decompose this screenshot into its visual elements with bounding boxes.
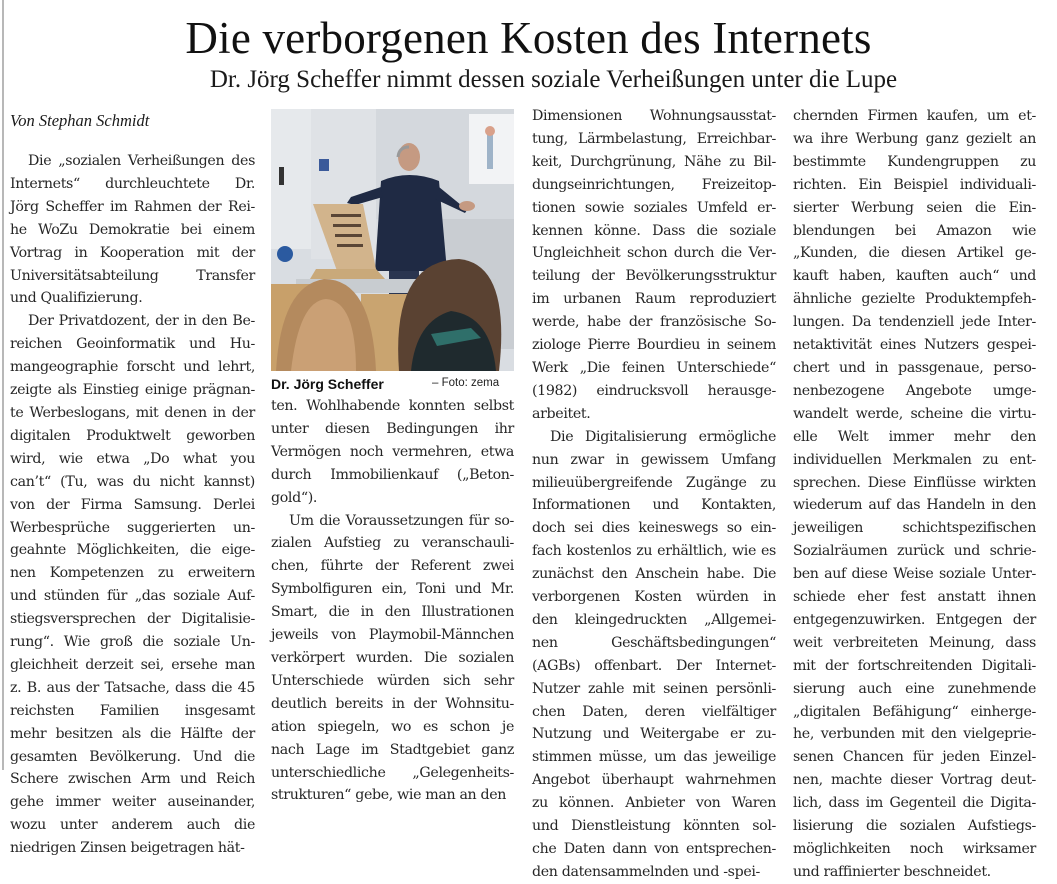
article-line: ziologe Pierre Bourdieu in seinem (532, 337, 776, 354)
article-line: geahnte Möglichkeiten, die eige- (10, 542, 255, 559)
article-line: werde, habe der französische So- (532, 314, 776, 331)
article-column-3 (532, 105, 776, 884)
article-line: Jörg Scheffer im Rahmen der Rei- (10, 198, 255, 215)
article-line: Werk „Die feinen Unterschiede“ (532, 359, 776, 376)
article-line: „digitalen Befähigung“ einherge- (793, 703, 1036, 720)
article-line: richten. Ein Beispiel individuali- (793, 176, 1036, 193)
article-line: reichen Geoinformatik und Hu- (10, 336, 255, 353)
article-line: fach kostenlos zu erhältlich, wie es (532, 543, 776, 560)
article-line: von der Firma Samsung. Derlei (10, 496, 255, 513)
article-line: ben auf diese Weise soziale Unter- (793, 566, 1036, 583)
article-line: chen Daten, deren vielfältiger (532, 703, 776, 720)
article-line: Ungleichheit schon durch die Ver- (532, 245, 776, 262)
article-line: Die Digitalisierung ermögliche (550, 428, 776, 445)
article-line: sierung auch eine zunehmende (793, 680, 1036, 697)
article-line: und Dienstleistung könnten sol- (532, 818, 776, 835)
article-line: arbeitet. (532, 405, 591, 422)
headline: Die verborgenen Kosten des Internets (185, 13, 872, 63)
article-column-2 (271, 395, 514, 807)
article-line: weit verbreiteten Meinung, dass (793, 634, 1036, 651)
article-line: stimmen müsse, um das jeweilige (532, 749, 776, 766)
article-line: verkörpert wurden. Die sozialen (271, 649, 514, 666)
article-line: wird, wie etwa „Do what you (10, 450, 255, 467)
article-line: can’t“ (Tu, was du nicht kannst) (10, 473, 255, 490)
article-line: schiede eher fest anstatt ihnen (793, 589, 1036, 606)
article-line: Smart, die in den Illustrationen (271, 604, 514, 621)
article-line: durch Immobilienkauf („Beton- (271, 466, 514, 483)
article-line: „Kunden, die diesen Artikel ge- (793, 245, 1036, 262)
article-line: zu können. Anbieter von Waren (532, 795, 776, 812)
article-line: Vortrag in Kooperation mit der (10, 244, 255, 261)
article-line: wozu unter anderem auch die (10, 817, 255, 834)
article-line: (AGBs) offenbart. Der Internet- (532, 657, 776, 674)
article-line: Dimensionen Wohnungsausstat- (532, 108, 776, 124)
article-line: keit, Durchgrünung, Nähe zu Bil- (532, 153, 776, 170)
article-line: he WoZu Demokratie bei einem (10, 221, 255, 238)
article-line: doch sei dies keineswegs so ein- (532, 520, 776, 537)
article-line: sierter Werbung seien die Ein- (793, 199, 1036, 216)
article-line: zunächst den Anschein habe. Die (532, 566, 776, 583)
article-line: Symbolfiguren ein, Toni und Mr. (271, 581, 514, 598)
lecture-photo-illustration (271, 109, 514, 371)
article-line: nen, machte dieser Vortrag deut- (793, 772, 1036, 789)
article-line: unterschiedliche „Gelegenheits- (271, 764, 514, 781)
article-line: che Daten dann von entsprechen- (532, 841, 776, 857)
article-photo (271, 109, 514, 371)
article-line: chen, führte der Referent zwei (271, 558, 514, 575)
article-line: kennen könne. Dass die soziale (532, 222, 776, 239)
article-line: mangeographie forscht und lehrt, (10, 359, 255, 376)
article-line: zialen Aufstieg zu veranschauli- (271, 535, 514, 552)
article-line: und stünden für „das soziale Auf- (10, 588, 255, 605)
article-line: und Qualifizierung. (10, 290, 143, 307)
article-paragraph (532, 426, 776, 884)
article-paragraph (271, 395, 514, 510)
article-line: Sozialräumen zurück und schrie- (793, 543, 1036, 560)
article-paragraph (10, 310, 255, 860)
article-line: digitalen Produktwelt geworben (10, 427, 255, 444)
article-line: den kleingedruckten „Allgemei- (532, 611, 776, 628)
byline: Von Stephan Schmidt (10, 111, 150, 130)
photo-caption-name: Dr. Jörg Scheffer (271, 376, 384, 392)
article-paragraph (10, 150, 255, 310)
article-column-1 (10, 150, 255, 860)
article-line: kauft haben, kauften auch“ und (793, 268, 1036, 285)
article-line: jeweiligen schichtspezifischen (793, 520, 1036, 537)
article-line: mehr besitzen als die Hälfte der (10, 725, 255, 742)
article-line: entgegenzuwirken. Entgegen der (793, 611, 1036, 628)
article-line: Die „sozialen Verheißungen des (28, 153, 255, 169)
article-line: wiederum auf das Handeln in den (793, 497, 1036, 514)
page-edge-rule (2, 0, 4, 770)
article-line: z. B. aus der Tatsache, dass die 45 (10, 679, 255, 696)
article-line: Angebot überhaupt wahrnehmen (532, 772, 776, 789)
article-column-4 (793, 105, 1036, 884)
article-line: Nutzer zahle mit seinen persönli- (532, 680, 776, 697)
article-line: nach Lage im Stadtgebiet ganz (271, 741, 514, 758)
article-line: möglichkeiten noch wirksamer (793, 841, 1036, 857)
article-line: ten. Wohlhabende konnten selbst (271, 398, 514, 414)
article-line: Um die Voraussetzungen für so- (289, 512, 514, 529)
article-line: lich, dass im Gegenteil die Digita- (793, 795, 1036, 812)
article-line: Der Privatdozent, der in den Be- (28, 313, 255, 330)
article-line: wandelt werde, scheine die virtu- (793, 405, 1036, 422)
article-line: individuellen Merkmalen zu ent- (793, 451, 1036, 468)
article-line: nun zwar in gewissem Umfang (532, 451, 776, 468)
article-line: stiegsversprechen der Digitalisie- (10, 611, 255, 628)
article-line: chert und in passgenaue, perso- (793, 359, 1036, 376)
article-paragraph (532, 105, 776, 426)
article-line: tionen sowie soziales Umfeld er- (532, 199, 776, 216)
article-line: Unterschiede würden sich sehr (271, 672, 514, 689)
article-line: mit der fortschreitenden Digitali- (793, 657, 1036, 674)
article-line: gesamten Bevölkerung. Und die (10, 748, 255, 765)
article-line: lisierung die sozialen Aufstiegs- (793, 818, 1036, 835)
article-line: (1982) eindrucksvoll herausge- (532, 382, 776, 399)
article-line: jeweils von Playmobil-Männchen (271, 627, 514, 644)
article-line: deutlich bereits in der Wohnsitu- (271, 695, 514, 712)
article-line: Vermögen noch vermehren, etwa (271, 443, 514, 460)
article-line: teilung der Bevölkerungsstruktur (532, 268, 776, 285)
article-paragraph (271, 510, 514, 808)
article-line: lungen. Da tendenziell jede Inter- (793, 314, 1036, 331)
article-line: dungseinrichtungen, Freizeitop- (532, 176, 776, 193)
article-line: gehe immer weiter auseinander, (10, 794, 255, 811)
article-line: Internets“ durchleuchtete Dr. (10, 175, 255, 192)
article-line: te Werbeslogans, mit denen in der (10, 404, 255, 421)
article-line: Schere zwischen Arm und Reich (10, 771, 255, 788)
article-line: nen Kompetenzen zu erweitern (10, 565, 255, 582)
subheadline: Dr. Jörg Scheffer nimmt dessen soziale Verheißungen unter die Lupe (209, 66, 898, 93)
article-line: gleichheit derzeit sei, ersehe man (10, 656, 255, 673)
article-line: und raffinierter beschneidet. (793, 863, 991, 880)
article-line: den datensammelnden und -spei- (532, 863, 760, 880)
article-line: rung“. Wie groß die soziale Un- (10, 634, 255, 651)
article-line: milieuübergreifende Zugänge zu (532, 474, 776, 491)
article-line: senen Chancen für jeden Einzel- (793, 749, 1036, 766)
article-line: Informationen und Kontakten, (532, 497, 776, 514)
article-line: wa ihre Werbung ganz gezielt an (793, 130, 1036, 147)
article-line: he, verbunden mit den vielgeprie- (793, 726, 1036, 743)
article-line: Werbesprüche suggerierten un- (10, 519, 255, 536)
article-line: ähnliche gezielte Produktempfeh- (793, 291, 1036, 308)
article-line: zeigte als Einstieg einige prägnan- (10, 382, 255, 399)
photo-caption-credit: – Foto: zema (432, 377, 500, 389)
article-line: nenbezogene Angebote umge- (793, 382, 1036, 399)
article-line: blendungen bei Amazon wie (793, 222, 1036, 239)
article-line: strukturen“ gebe, wie man an den (271, 787, 507, 804)
article-line: Universitätsabteilung Transfer (10, 267, 255, 284)
article-line: bestimmte Kundengruppen zu (793, 153, 1036, 170)
article-paragraph (793, 105, 1036, 884)
article-line: netaktivität eines Nutzers gespei- (793, 337, 1036, 354)
article-line: ation spiegeln, wo es schon je (271, 718, 514, 735)
article-line: chernden Firmen kaufen, um et- (793, 108, 1036, 124)
article-line: nen Geschäftsbedingungen“ (532, 634, 776, 651)
article-line: niedrigen Zinsen beigetragen hät- (10, 840, 245, 857)
article-line: verborgenen Kosten würden in (532, 589, 776, 606)
article-line: sprechen. Diese Einflüsse wirkten (793, 474, 1036, 491)
article-line: im urbanen Raum reproduziert (532, 291, 776, 308)
article-line: elle Welt immer mehr den (793, 428, 1036, 445)
article-line: unter diesen Bedingungen ihr (271, 420, 514, 437)
article-line: reichsten Familien insgesamt (10, 702, 255, 719)
article-line: tung, Lärmbelastung, Erreichbar- (532, 130, 776, 147)
article-line: gold“). (271, 489, 318, 506)
article-line: Nutzung und Weitergabe er zu- (532, 726, 776, 743)
